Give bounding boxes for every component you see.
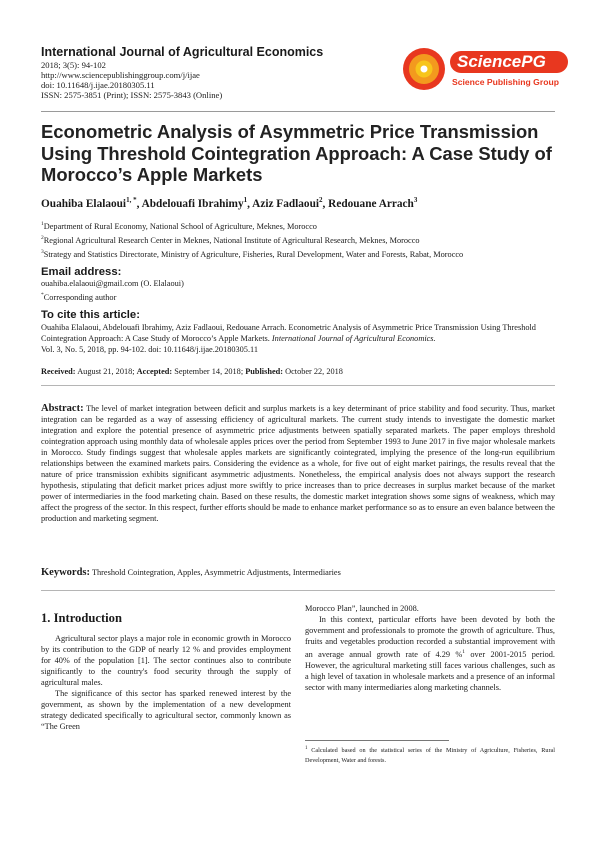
intro-left-column [41,633,291,732]
sciencepg-logo[interactable] [400,46,575,92]
affiliation [41,249,463,259]
citation-journal: International Journal of Agricultural Economics. [271,334,436,343]
published-label: Published: [245,367,284,376]
footnote-ref[interactable]: 1 [462,649,466,655]
author-sup: 3 [413,196,418,204]
abstract [41,403,555,524]
email-address[interactable]: ouahiba.elalaoui@gmail.com (O. Elalaoui) [41,279,184,288]
doi-line[interactable]: doi: 10.11648/j.ijae.20180305.11 [41,80,155,90]
affiliation-text: Department of Rural Economy, National School of Agriculture, Meknes, Morocco [43,221,317,231]
footnote-sup: 1 [305,746,308,751]
footnote-divider [305,740,449,741]
received-label: Received: [41,367,76,376]
paragraph-text: over 2001-2015 period. However, the agricultural marketing still faces various challenges, such as a high level of taxation in wholesale markets and a presence of an informal sector with many intermediaries along marketing channels. [305,649,555,692]
footnote [305,744,555,766]
abstract-top-divider [41,385,555,386]
affiliation-sup: 2 [41,235,44,241]
accepted-label: Accepted: [136,367,173,376]
author-name: Redouane Arrach [328,197,414,210]
affiliation-sup: 3 [41,249,44,255]
email-heading: Email address: [41,266,122,278]
author-name: Abdelouafi Ibrahimy [141,197,244,210]
citation-heading: To cite this article: [41,309,140,321]
author-name: Aziz Fadlaoui [252,197,319,210]
citation-tail[interactable]: Vol. 3, No. 5, 2018, pp. 94-102. doi: 10.11648/j.ijae.20180305.11 [41,345,259,354]
issue-line: 2018; 3(5): 94-102 [41,60,106,70]
affiliation-text: Strategy and Statistics Directorate, Ministry of Agriculture, Fisheries, Rural Development, Water and Forests, Rabat, Morocco [43,249,464,259]
abstract-bottom-divider [41,590,555,591]
publication-dates [41,367,343,376]
paragraph-continuation: Morocco Plan”, launched in 2008. [305,604,419,613]
paragraph [305,614,555,693]
header-divider [41,111,555,112]
abstract-label: Abstract: [41,403,84,414]
keywords [41,567,555,578]
citation-body: Ouahiba Elalaoui, Abdelouafi Ibrahimy, Aziz Fadlaoui, Redouane Arrach. Econometric Analysis of Asymmetric Price Transmission Using Threshold Cointegration Approach: A Case Study of Morocco’s Apple Markets. [41,323,536,343]
author-sup: 1 [243,196,248,204]
journal-title: International Journal of Agricultural Economics [41,45,324,59]
affiliation [41,235,420,245]
keywords-label: Keywords: [41,567,90,578]
logo-tagline: Science Publishing Group [452,77,559,87]
footnote-text: Calculated based on the statistical series of the Ministry of Agriculture, Fisheries, Rural Development, Water and forests. [305,747,556,765]
affiliation-text: Regional Agricultural Research Center in Meknes, National Institute of Agricultural Research, Meknes, Morocco [43,235,420,245]
logo-brand: SciencePG [457,52,546,71]
published-date: October 22, 2018 [285,367,343,376]
author-name: Ouahiba Elalaoui [41,197,127,210]
issn-line: ISSN: 2575-3851 (Print); ISSN: 2575-3843 (Online) [41,90,223,100]
author-sup: 2 [319,196,323,204]
paragraph: The significance of this sector has sparked renewed interest by the government, as shown by the implementation of a new development strategy dedicated specifically to agricultural sector, commonly known as “The Green [41,689,291,731]
paper-title: Econometric Analysis of Asymmetric Price Transmission Using Threshold Cointegration Approach: A Case Study of Morocco’s Apple Markets [41,121,552,185]
author-list: Ouahiba Elalaoui$^{1, *}$, Abdelouafi Ibrahimy$^1$, Aziz Fadlaoui$^2$, Redouane Arrach$^3$ [41,196,418,210]
paragraph-text: In this context, particular efforts have been devoted by both the government and professionals to promote the growth of agriculture. Thus, fruits and vegetables production recorded a substantial improvement with an average annual growth rate of 4.29 % [305,615,555,659]
accepted-date: September 14, 2018; [174,367,244,376]
affiliation [41,221,317,231]
affiliation-sup: 1 [41,221,44,227]
corresponding-text: Corresponding author [43,292,117,302]
journal-url[interactable]: http://www.sciencepublishinggroup.com/j/ijae [41,70,200,80]
intro-right-column [305,603,555,693]
corresponding-note [41,292,116,302]
citation-text [41,322,555,355]
corresponding-sup: * [41,292,44,298]
abstract-text: The level of market integration between deficit and surplus markets is a key determinant of price stability and food security. Thus, market integration can be regarded as a way of assessing efficiency of agricultural markets. The current study intends to investigate the domestic market integration and explore the potential presence of asymmetric price adjustments between spatially separated markets. The paper employs threshold cointegration approach using monthly data of wholesale apples prices over the period from September 1993 to June 2017 in five major wholesale markets in Morocco. Study findings suggest that wholesale apples markets are significantly cointegrated, implying the presence of the long-run equilibrium relationships between the examined markets pairs. Considering the evidence as a whole, for five out of eight market pairings, the results reveal that the nature of price transmission exhibits significant asymmetric adjustments. Nonetheless, the empirical analysis does not always support the research hypothesis, stipulating that deficit market prices adjust more swiftly to price increases than to price decreases in surplus market because of the market power of intermediaries in the food marketing chain. Based on these results, the domestic market integration shows some signs of weakness, which may affect the progress of the sector. In this respect, further efforts should be made to enhance market performance so as to ensure an even balance between the production and marketing segment. [41,404,555,523]
keywords-text: Threshold Cointegration, Apples, Asymmetric Adjustments, Intermediaries [91,568,341,577]
author-sup: 1, * [126,196,137,204]
paragraph: Agricultural sector plays a major role in economic growth in Morocco by its contribution to the GDP of nearly 12 % and provides employment for 40% of the population [1]. The sector continues also to contribute significantly to the country's food security through the supply of agricultural males. [41,634,291,687]
received-date: August 21, 2018; [77,367,135,376]
section-heading-introduction: 1. Introduction [41,611,122,625]
